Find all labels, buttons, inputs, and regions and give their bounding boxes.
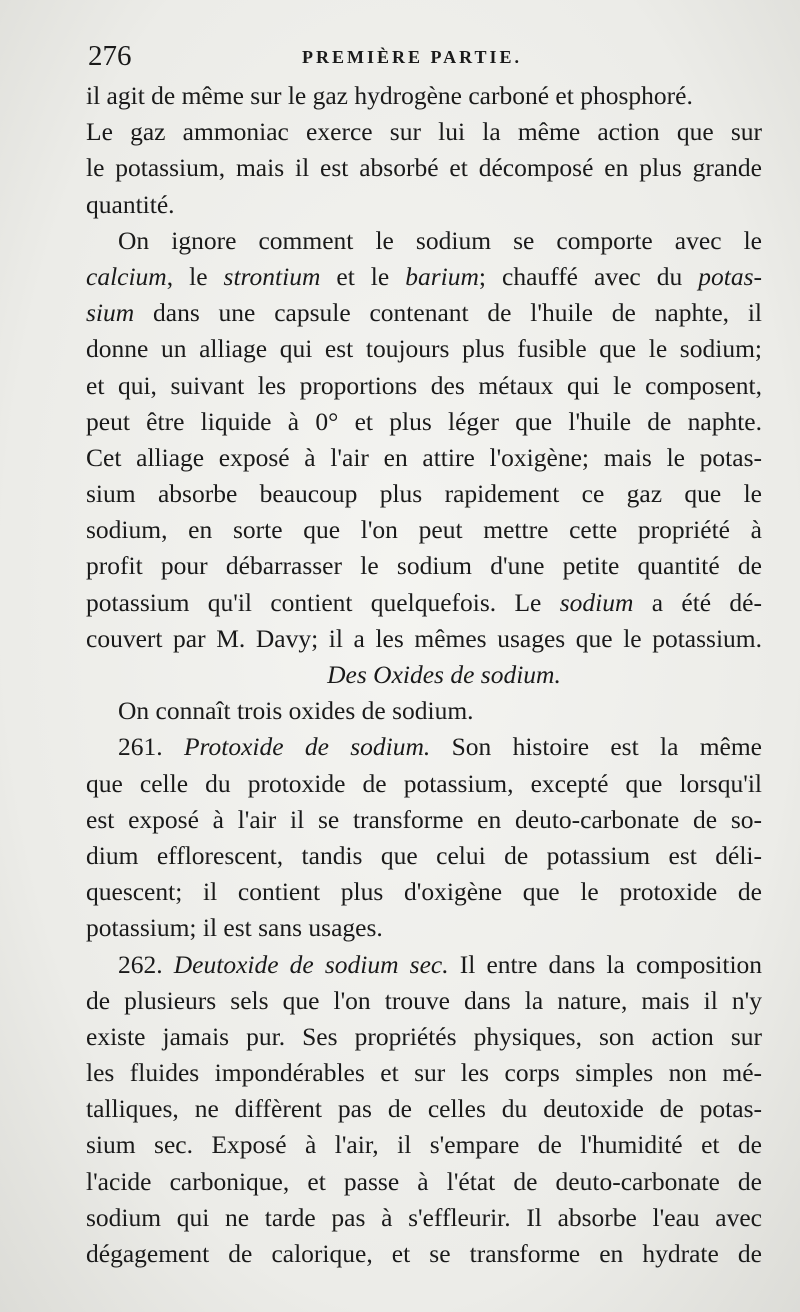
- text-segment: sodium, en sorte que l'on peut mettre cette propriété à: [86, 515, 762, 545]
- text-segment: On connaît trois oxides de sodium.: [118, 696, 474, 726]
- text-line: [86, 1055, 762, 1091]
- text-segment: Son histoire est la même: [430, 732, 762, 762]
- text-line: [86, 295, 762, 331]
- italic-text: strontium: [223, 261, 321, 291]
- text-segment: et qui, suivant les proportions des métaux qui le composent,: [86, 370, 762, 400]
- text-segment: et le: [320, 261, 406, 291]
- text-segment: a été dé-: [633, 587, 762, 617]
- text-segment: dans une capsule contenant de l'huile de naphte, il: [134, 298, 762, 328]
- text-line: [86, 187, 762, 223]
- section-heading: [86, 657, 762, 693]
- text-line: [86, 983, 762, 1019]
- text-line: [86, 838, 762, 874]
- text-line: [86, 331, 762, 367]
- text-segment: sium sec. Exposé à l'air, il s'empare de l'humidité et de: [86, 1130, 762, 1160]
- text-segment: 262.: [118, 949, 174, 979]
- text-segment: le potassium, mais il est absorbé et décomposé en plus grande: [86, 153, 762, 183]
- text-segment: Cet alliage exposé à l'air en attire l'oxigène; mais le potas-: [86, 442, 762, 472]
- text-line: [86, 1200, 762, 1236]
- text-line: [86, 1236, 762, 1272]
- text-line: [86, 1164, 762, 1200]
- text-segment: que celle du protoxide de potassium, excepté que lorsqu'il: [86, 768, 762, 798]
- text-line: [86, 621, 762, 657]
- text-segment: Le gaz ammoniac exerce sur lui la même action que sur: [86, 117, 762, 147]
- text-line: [86, 1127, 762, 1163]
- italic-text: sodium: [559, 587, 634, 617]
- text-segment: couvert par M. Davy; il a les mêmes usages que le potassium.: [86, 623, 762, 653]
- text-segment: talliques, ne diffèrent pas de celles du deutoxide de potas-: [86, 1094, 762, 1124]
- italic-text: Protoxide de sodium.: [183, 732, 431, 762]
- italic-text: potas-: [698, 261, 762, 291]
- body-text: [86, 78, 762, 1272]
- italic-text: sium: [86, 298, 135, 328]
- text-segment: On ignore comment le sodium se comporte avec le: [118, 225, 762, 255]
- text-line: [86, 548, 762, 584]
- text-segment: quescent; il contient plus d'oxigène que le protoxide de: [86, 877, 762, 907]
- text-segment: existe jamais pur. Ses propriétés physiques, son action sur: [86, 1021, 762, 1051]
- text-segment: potassium qu'il contient quelquefois. Le: [86, 587, 560, 617]
- text-segment: l'acide carbonique, et passe à l'état de deuto-carbonate de: [86, 1166, 762, 1196]
- text-line: [86, 223, 762, 259]
- running-head: [86, 36, 762, 76]
- text-segment: sium absorbe beaucoup plus rapidement ce gaz que le: [86, 479, 762, 509]
- text-segment: les fluides impondérables et sur les corps simples non mé-: [86, 1058, 762, 1088]
- page-number: 276: [88, 40, 132, 72]
- text-line: [86, 729, 762, 765]
- text-line: [86, 910, 762, 946]
- text-line: [86, 78, 762, 114]
- text-line: [86, 802, 762, 838]
- text-line: [86, 874, 762, 910]
- text-segment: Il entre dans la composition: [448, 949, 763, 979]
- text-segment: donne un alliage qui est toujours plus fusible que le sodium;: [86, 334, 762, 364]
- text-segment: dégagement de calorique, et se transforme en hydrate de: [86, 1239, 762, 1268]
- text-segment: peut être liquide à 0° et plus léger que l'huile de naphte.: [86, 406, 762, 436]
- text-segment: potassium; il est sans usages.: [86, 913, 383, 943]
- text-line: [86, 947, 762, 983]
- italic-text: calcium: [86, 261, 167, 291]
- text-segment: Des Oxides de sodium.: [327, 660, 561, 689]
- text-line: [86, 259, 762, 295]
- text-line: [86, 585, 762, 621]
- text-segment: il agit de même sur le gaz hydrogène carboné et phosphoré.: [86, 81, 693, 110]
- text-line: [86, 476, 762, 512]
- text-segment: ; chauffé avec du: [478, 261, 699, 291]
- text-segment: , le: [166, 261, 224, 291]
- text-segment: dium efflorescent, tandis que celui de potassium est déli-: [86, 840, 762, 870]
- text-segment: quantité.: [86, 189, 175, 219]
- text-line: [86, 404, 762, 440]
- text-line: [86, 368, 762, 404]
- text-line: [86, 766, 762, 802]
- text-line: [86, 114, 762, 150]
- text-segment: 261.: [118, 732, 184, 762]
- text-segment: de plusieurs sels que l'on trouve dans la nature, mais il n'y: [86, 985, 762, 1015]
- running-title: PREMIÈRE PARTIE.: [302, 47, 523, 67]
- italic-text: Deutoxide de sodium sec.: [173, 949, 449, 979]
- text-segment: sodium qui ne tarde pas à s'effleurir. Il absorbe l'eau avec: [86, 1202, 762, 1232]
- text-segment: profit pour débarrasser le sodium d'une petite quantité de: [86, 551, 762, 581]
- text-line: [86, 512, 762, 548]
- text-line: [86, 1019, 762, 1055]
- text-line: [86, 1091, 762, 1127]
- text-line: [86, 440, 762, 476]
- text-line: [86, 693, 762, 729]
- text-line: [86, 150, 762, 186]
- text-segment: est exposé à l'air il se transforme en deuto-carbonate de so-: [86, 804, 762, 834]
- italic-text: barium: [405, 261, 479, 291]
